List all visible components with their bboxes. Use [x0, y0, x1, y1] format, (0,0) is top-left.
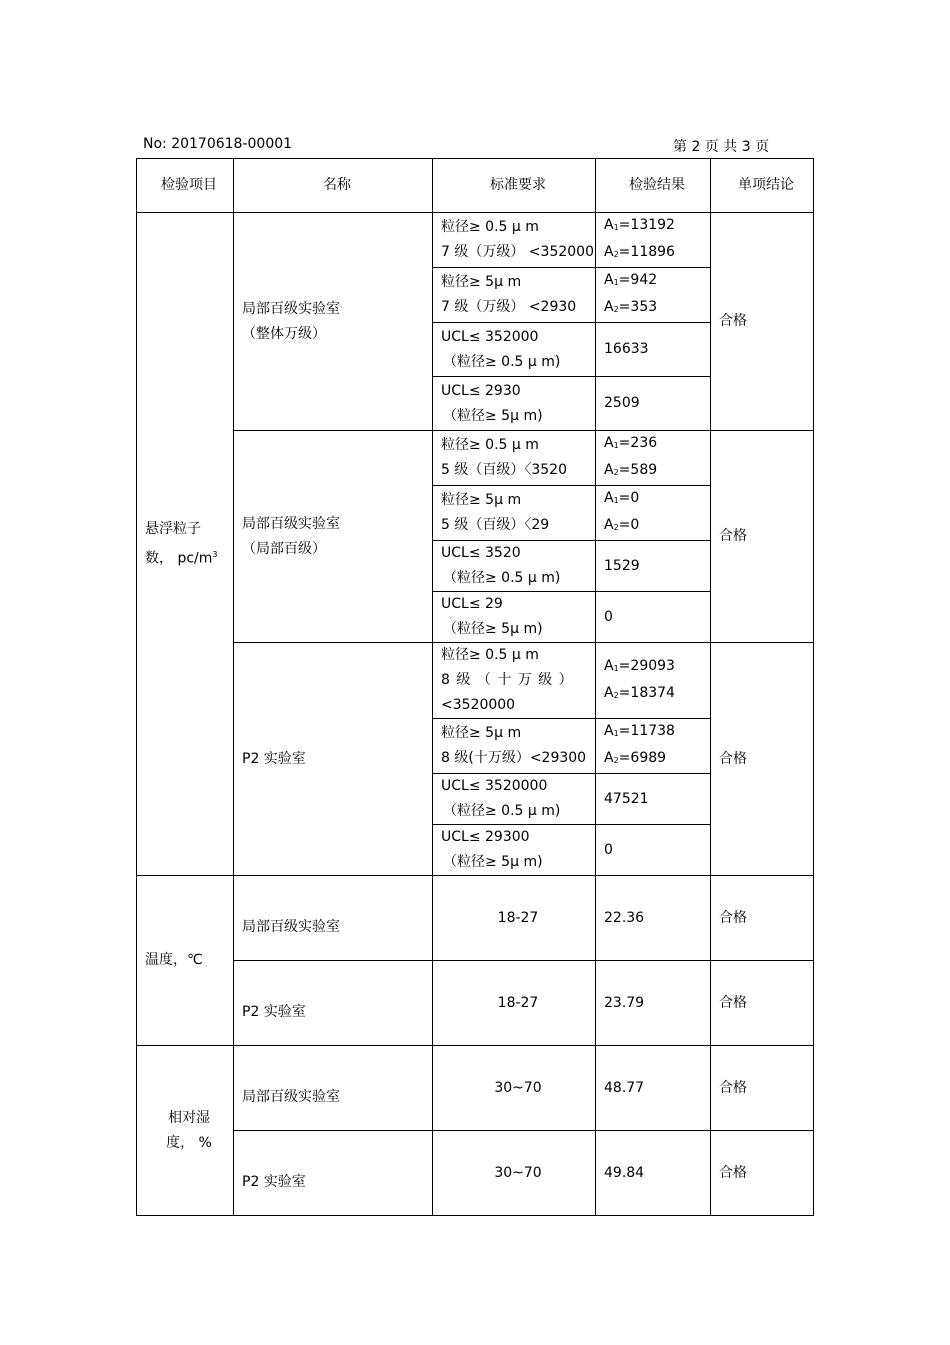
result-cell: $A_1=11738$ $A_2=6989$ [596, 719, 711, 774]
result-cell: 2509 [596, 377, 711, 431]
particle-item-cell [137, 213, 234, 876]
result-prefix: A [604, 217, 614, 233]
standard-cell: 30~70 [433, 1046, 596, 1131]
standard-line: UCL≤ 2930 [441, 382, 521, 399]
conclusion-cell: 合格 [711, 1046, 814, 1131]
standard-line: 粒径≥ 5μ m [441, 274, 522, 290]
result-value: 18374 [630, 684, 675, 701]
humidity-item-label-line1: 相对湿 [168, 1109, 210, 1126]
col-header-name: 名称 [234, 159, 433, 213]
group-name-line1: 局部百级实验室 [242, 300, 340, 317]
standard-cell: 18-27 [433, 876, 596, 961]
standard-cell [433, 323, 596, 377]
standard-line: 7 级（万级） <352000 [441, 244, 594, 260]
result-subscript: 1 [613, 663, 619, 673]
result-prefix: A [604, 462, 614, 478]
result-cell: $A_1=29093$ $A_2=18374$ [596, 643, 711, 719]
col-header-result: 检验结果 [596, 159, 711, 213]
standard-cell: 30~70 [433, 1131, 596, 1216]
particle-item-unit-exponent: 3 [212, 549, 218, 559]
standard-line: 粒径≥ 0.5 μ m [441, 437, 539, 453]
group-name-line2: （局部百级） [242, 540, 326, 557]
result-prefix: A [604, 272, 614, 288]
result-cell: 47521 [596, 774, 711, 825]
table-row [137, 876, 814, 961]
conclusion-cell: 合格 [711, 643, 814, 876]
result-prefix: A [604, 490, 614, 506]
conclusion-cell: 合格 [711, 876, 814, 961]
result-cell: $A_1=0$ $A_2=0$ [596, 486, 711, 541]
group-name-cell [234, 213, 433, 431]
result-cell: 0 [596, 825, 711, 876]
standard-cell [433, 719, 596, 774]
result-prefix: A [604, 657, 614, 674]
result-cell: $A_1=236$ $A_2=589$ [596, 431, 711, 486]
standard-line: 粒径≥ 5μ m [441, 725, 522, 741]
result-prefix: A [604, 517, 614, 533]
conclusion-cell: 合格 [711, 431, 814, 643]
col-header-conclusion: 单项结论 [711, 159, 814, 213]
result-prefix: A [604, 244, 614, 260]
standard-cell [433, 268, 596, 323]
standard-cell [433, 486, 596, 541]
result-prefix: A [604, 684, 614, 701]
conclusion-cell: 合格 [711, 961, 814, 1046]
standard-line: UCL≤ 3520 [441, 545, 521, 561]
result-subscript: 2 [613, 468, 619, 477]
result-subscript: 1 [613, 496, 619, 505]
standard-line: 5 级（百级）〈3520 [441, 462, 567, 478]
standard-line: （粒径≥ 0.5 μ m) [443, 353, 561, 370]
result-value: 29093 [630, 657, 675, 674]
result-subscript: 2 [613, 756, 619, 765]
standard-cell [433, 431, 596, 486]
table-row [137, 431, 814, 486]
result-value: 0 [630, 517, 640, 533]
particle-item-label-line2: 数， pc/m [145, 550, 213, 567]
standard-line: （粒径≥ 0.5 μ m) [443, 803, 561, 819]
humidity-item-label-line2: 度， % [166, 1134, 212, 1151]
standard-line: UCL≤ 352000 [441, 328, 539, 345]
result-cell: 16633 [596, 323, 711, 377]
result-value: 942 [630, 272, 658, 288]
conclusion-cell: 合格 [711, 1131, 814, 1216]
standard-line: 5 级（百级）〈29 [441, 517, 550, 533]
table-row [137, 643, 814, 719]
standard-line: （粒径≥ 5μ m) [443, 854, 543, 870]
result-value: 11896 [630, 244, 675, 260]
group-name-line1: P2 实验室 [242, 750, 306, 767]
standard-cell: 18-27 [433, 961, 596, 1046]
standard-line: 粒径≥ 0.5 μ m [441, 219, 539, 235]
result-subscript: 1 [613, 223, 619, 232]
standard-line: （粒径≥ 5μ m) [443, 621, 543, 637]
standard-cell [433, 213, 596, 268]
result-value: 236 [630, 435, 658, 451]
result-cell: 23.79 [596, 961, 711, 1046]
result-cell: 1529 [596, 541, 711, 592]
page-indicator: 第 2 页 共 3 页 [673, 139, 770, 155]
standard-line: 8 级 （ 十 万 级 ） [441, 672, 573, 688]
document-number: No: 20170618-00001 [143, 136, 293, 152]
standard-cell [433, 774, 596, 825]
result-cell: $A_1=13192$ $A_2=11896$ [596, 213, 711, 268]
name-text: P2 实验室 [242, 1003, 306, 1020]
name-cell [234, 876, 433, 961]
standard-cell [433, 541, 596, 592]
inspection-table [136, 158, 814, 1216]
result-value: 6989 [630, 750, 667, 766]
name-text: 局部百级实验室 [242, 918, 340, 935]
result-value: 0 [630, 490, 640, 506]
group-name-line2: （整体万级） [242, 325, 326, 342]
result-cell: 48.77 [596, 1046, 711, 1131]
col-header-standard: 标准要求 [433, 159, 596, 213]
result-value: 11738 [630, 723, 675, 739]
standard-line: （粒径≥ 5μ m) [443, 407, 543, 424]
particle-item-label-line1: 悬浮粒子 [145, 520, 201, 537]
table-row [137, 961, 814, 1046]
result-cell: 22.36 [596, 876, 711, 961]
table-row [137, 1131, 814, 1216]
result-value: 353 [630, 299, 658, 315]
table-row [137, 1046, 814, 1131]
standard-cell [433, 643, 596, 719]
result-value: 13192 [630, 217, 675, 233]
standard-line: <3520000 [441, 697, 516, 713]
col-header-item: 检验项目 [137, 159, 234, 213]
table-header-row [137, 159, 814, 213]
result-subscript: 2 [613, 690, 619, 700]
table-row [137, 213, 814, 268]
result-prefix: A [604, 299, 614, 315]
name-cell [234, 1046, 433, 1131]
temperature-item-cell: 温度，℃ [137, 876, 234, 1046]
result-subscript: 1 [613, 441, 619, 450]
result-cell: $A_1=942$ $A_2=353$ [596, 268, 711, 323]
result-cell: 49.84 [596, 1131, 711, 1216]
standard-line: 8 级(十万级）<29300 [441, 750, 587, 766]
name-cell [234, 961, 433, 1046]
result-subscript: 1 [613, 278, 619, 287]
result-subscript: 2 [613, 523, 619, 532]
standard-cell [433, 825, 596, 876]
group-name-cell [234, 643, 433, 876]
result-prefix: A [604, 723, 614, 739]
standard-cell [433, 592, 596, 643]
name-cell [234, 1131, 433, 1216]
name-text: 局部百级实验室 [242, 1088, 340, 1105]
result-subscript: 2 [613, 305, 619, 314]
standard-line: UCL≤ 29300 [441, 829, 530, 845]
result-subscript: 2 [613, 250, 619, 259]
result-prefix: A [604, 750, 614, 766]
standard-line: 粒径≥ 0.5 μ m [441, 647, 539, 663]
group-name-cell [234, 431, 433, 643]
standard-line: （粒径≥ 0.5 μ m) [443, 570, 561, 586]
standard-line: 粒径≥ 5μ m [441, 492, 522, 508]
result-prefix: A [604, 435, 614, 451]
standard-cell [433, 377, 596, 431]
standard-line: UCL≤ 3520000 [441, 778, 548, 794]
result-cell: 0 [596, 592, 711, 643]
group-name-line1: 局部百级实验室 [242, 515, 340, 532]
humidity-item-cell [137, 1046, 234, 1216]
standard-line: 7 级（万级） <2930 [441, 299, 577, 315]
result-value: 589 [630, 462, 658, 478]
standard-line: UCL≤ 29 [441, 596, 503, 612]
name-text: P2 实验室 [242, 1173, 306, 1190]
result-subscript: 1 [613, 729, 619, 738]
conclusion-cell: 合格 [711, 213, 814, 431]
